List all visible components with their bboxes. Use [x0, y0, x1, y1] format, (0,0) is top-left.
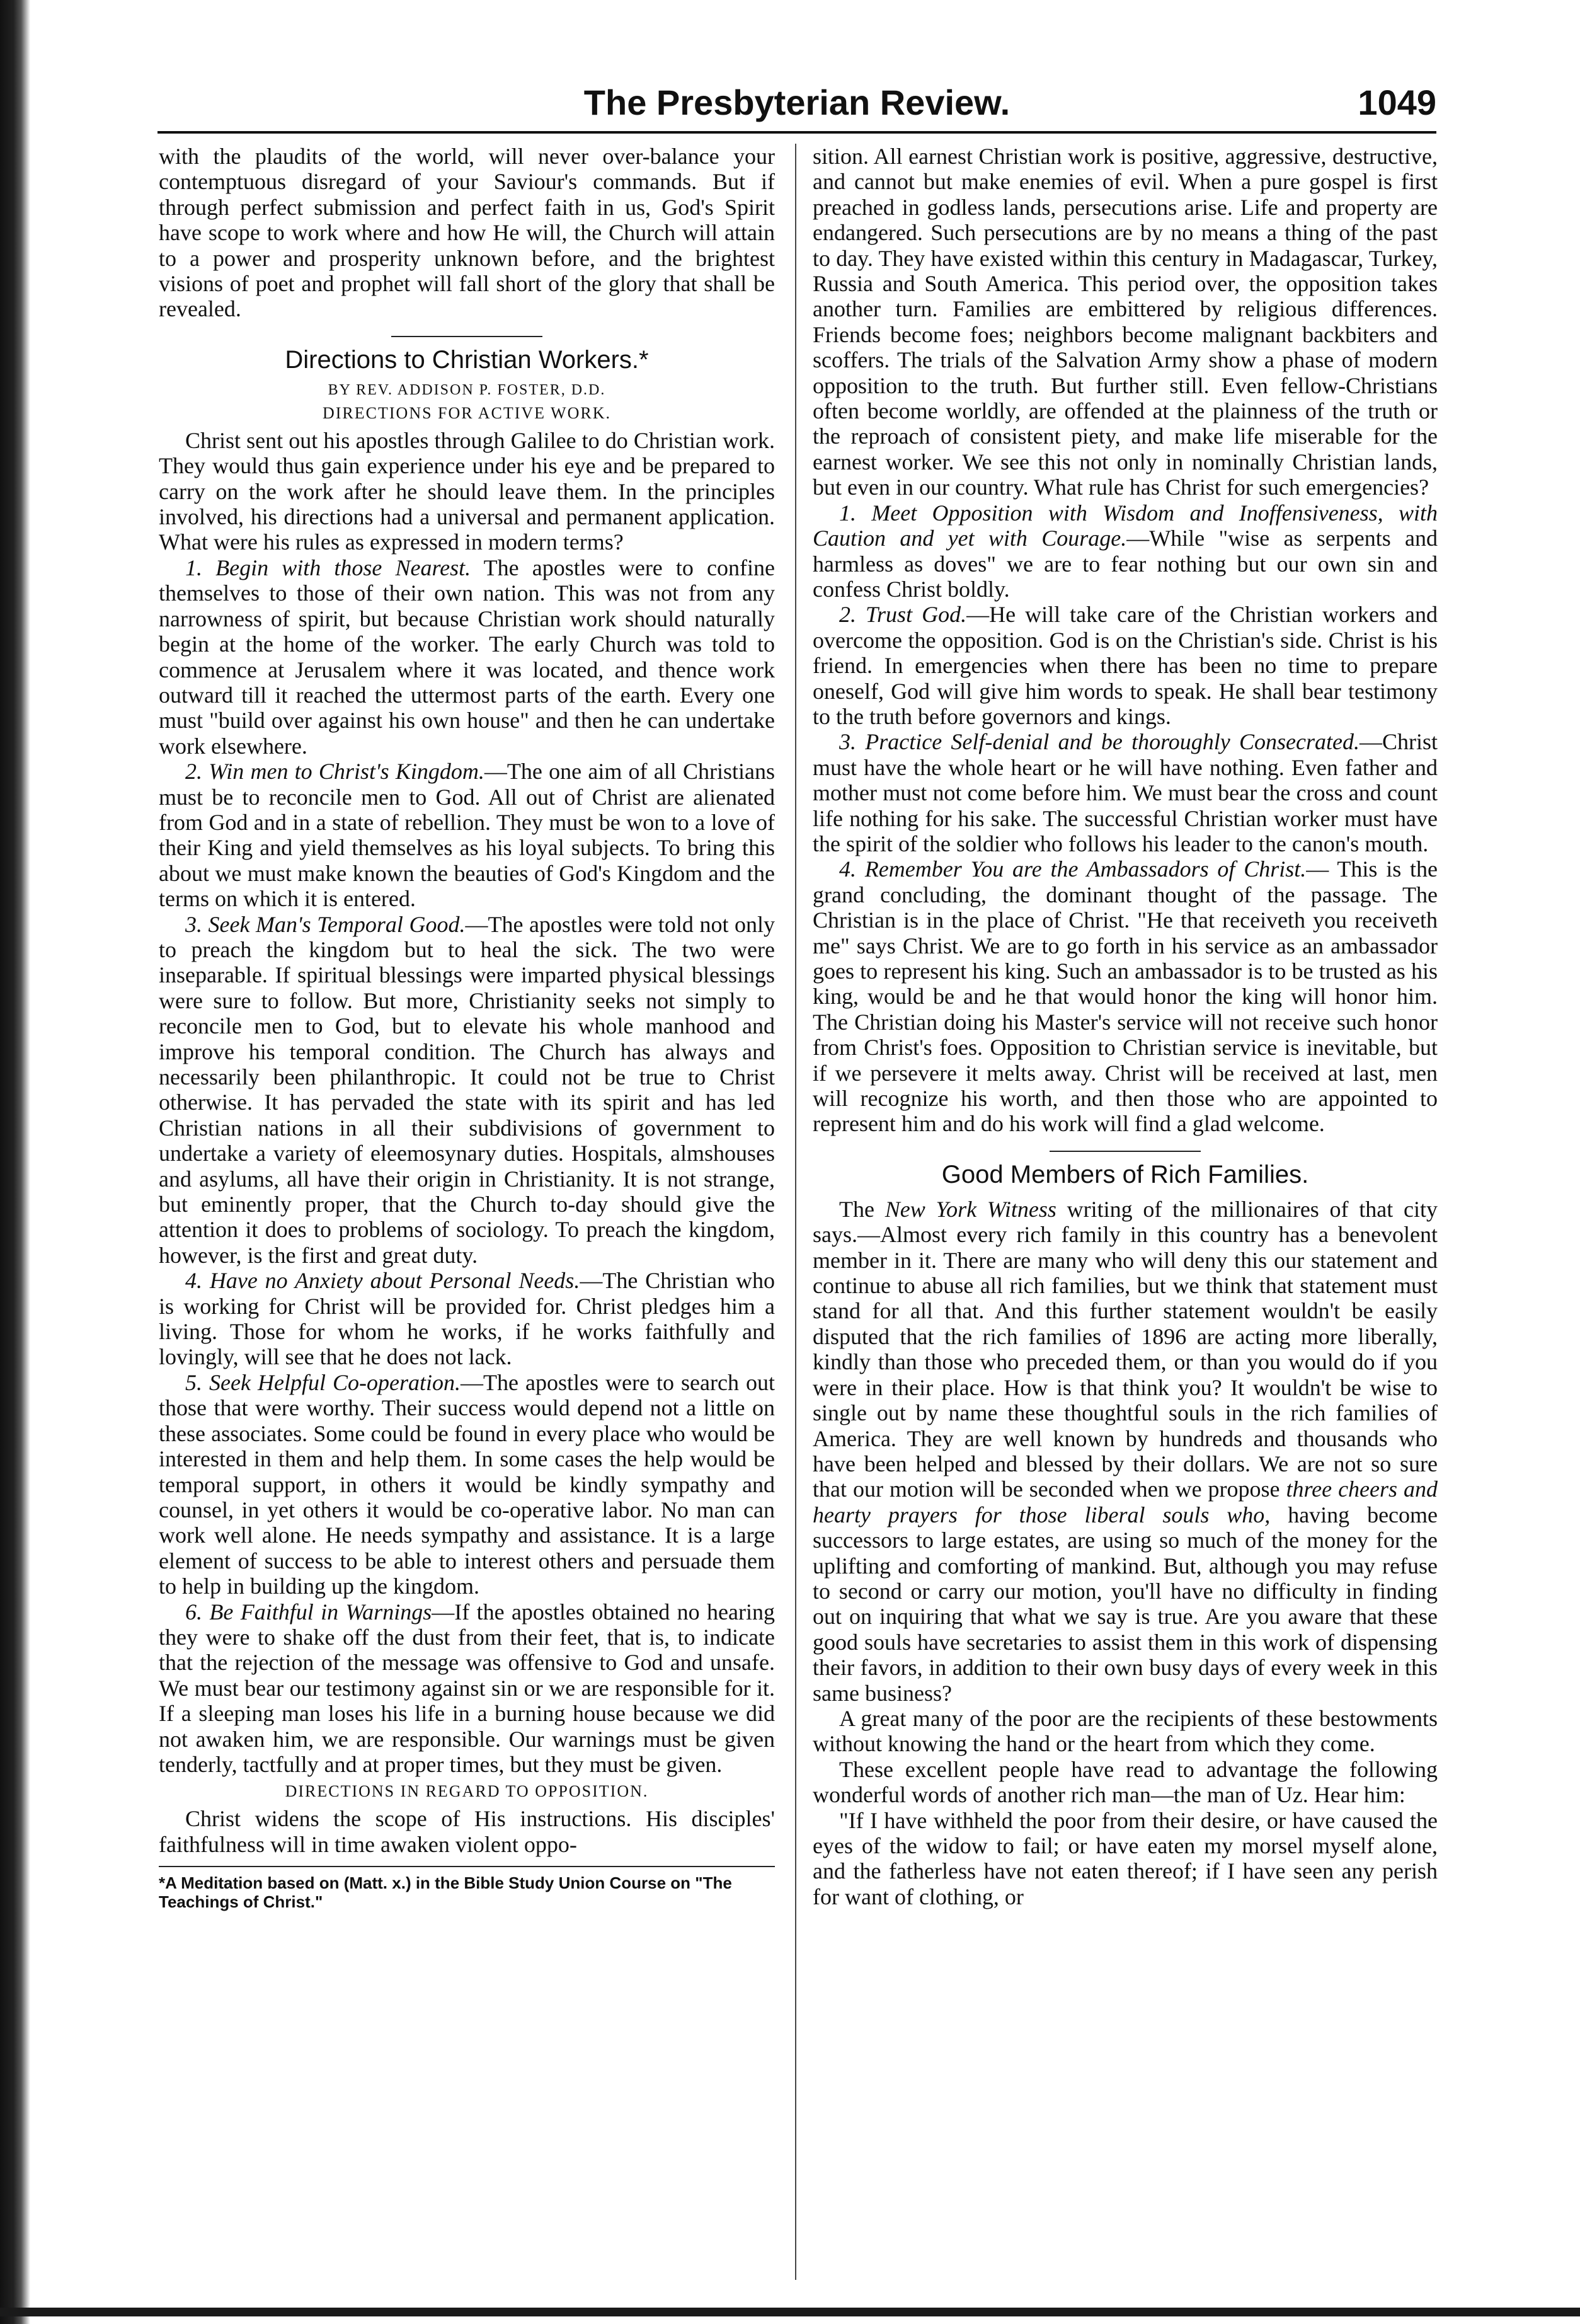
point-heading: 1. Begin with those Nearest. [185, 555, 471, 580]
footnote: *A Meditation based on (Matt. x.) in the Bible Study Union Course on "The Teachings of Christ." [159, 1873, 732, 1912]
numbered-paragraph [813, 729, 1438, 856]
section-divider [1050, 1151, 1201, 1152]
point-heading: 3. Seek Man's Temporal Good. [185, 911, 466, 937]
point-body: —The one aim of all Christians must be to reconcile men to God. All out of Christ are alienated from God and in a state of rebellion. They must be won to a love of their King and yield themselves as his loyal subjects. To bring this about we must make known the beauties of God's Kingdom and the terms on which it is entered. [159, 759, 775, 912]
paragraph: sition. All earnest Christian work is positive, aggressive, destructive, and cannot but make enemies of evil. When a pure gospel is first preached in godless lands, persecutions arise. Life and property are endangered. Such persecutions are by no means a thing of the past to day. They have existed within this century in Madagascar, Turkey, Russia and South America. This period over, the opposition takes another turn. Families are embittered by religious differences. Friends become foes; neighbors become malignant backbiters and scoffers. The trials of the Salvation Army show a phase of modern opposition to the truth. But further still. Even fellow-Christians often become worldly, are offended at the plainness of the truth or the reproach of consistent piety, and make life miserable for the earnest worker. We see this not only in nominally Christian lands, but even in our country. What rule has Christ for such emergencies? [813, 144, 1438, 500]
quotation: "If I have withheld the poor from their desire, or have caused the eyes of the widow to fail; or have eaten my morsel myself alone, and the fatherless have not eaten thereof; if I have seen any perish for want of clothing, or [813, 1807, 1438, 1909]
footnote-rule [159, 1866, 775, 1867]
header-rule [157, 131, 1436, 134]
journal-title: The Presbyterian Review. [583, 83, 1010, 122]
text-run: writing of the millionaires of that city says.—Almost every rich family in this country has a benevolent member in it. There are many who will deny this our statement and continue to abuse all rich families, but we think that statement must stand for all that. And this further statement wouldn't be easily disputed that the rich families of 1896 are acting more liberally, kindly than those who preceded them, or than you would do if you were in their place. How is that think you? It wouldn't be wise to single out by name these thoughtful souls in the rich families of America. They are well known by hundreds and thousands who have been helped and blessed by their dollars. We are not so sure that our motion will be seconded when we propose [813, 1196, 1438, 1502]
point-heading: 1. Meet Opposition with Wisdom and Inoffensiveness, with Caution and yet with Courage. [813, 500, 1438, 551]
article-title: Good Members of Rich Families. [941, 1160, 1309, 1188]
paragraph: A great many of the poor are the recipients of these bestowments without knowing the hand or the heart from which they come. [813, 1705, 1438, 1757]
paragraph: Christ sent out his apostles through Galilee to do Christian work. They would thus gain experience under his eye and be prepared to carry on the work after he should leave them. In the principles involved, his directions had a universal and permanent application. What were his rules as expressed in modern terms? [159, 427, 775, 555]
point-body: — This is the grand concluding, the dominant thought of the passage. The Christian is in the place of Christ. "He that receiveth you receiveth me" says Christ. We are to go forth in his service as an ambassador goes to represent his king. Such an ambassador is to be trusted as his king, would be and he that would honor the king will honor him. The Christian doing his Master's service will not receive such honor from Christ's foes. Opposition to Christian service is inevitable, but if we persevere it melts away. Christ will be received at last, men will recognize his worth, and then those who are appointed to represent him and do his work will find a glad welcome. [813, 856, 1438, 1137]
point-body: —While "wise as serpents and harmless as doves" we are to fear nothing but our own sin and confess Christ boldly. [813, 526, 1438, 602]
point-body: —The Christian who is working for Christ will be provided for. Christ pledges him a living. Those for whom he works, if he works faithfully and lovingly, will see that he does not lack. [159, 1268, 775, 1370]
point-body: —He will take care of the Christian workers and overcome the opposition. God is on the Christian's side. Christ is his friend. In emergencies when there has been no time to prepare oneself, God will give him words to speak. He shall bear testimony to the truth before governors and kings. [813, 602, 1438, 729]
point-body: —Christ must have the whole heart or he will have nothing. Even father and mother must not come before him. We must bear the cross and count life nothing for his sake. The successful Christian worker must have the spirit of the soldier who follows his leader to the canon's mouth. [813, 729, 1438, 856]
subheading: DIRECTIONS IN REGARD TO OPPOSITION. [285, 1782, 649, 1801]
numbered-paragraph [159, 759, 775, 911]
column-divider [795, 144, 796, 2280]
paragraph: with the plaudits of the world, will never over-balance your contemptuous disregard of your Saviour's commands. But if through perfect submission and perfect faith in us, God's Spirit have scope to work where and how He will, the Church will attain to a power and prosperity unknown before, and the brightest visions of poet and prophet will fall short of the glory that shall be revealed. [159, 144, 775, 322]
numbered-paragraph [159, 1599, 775, 1778]
point-heading: 6. Be Faithful in Warnings [185, 1599, 432, 1625]
scan-spine-shadow [0, 0, 30, 2324]
numbered-paragraph [159, 912, 775, 1268]
point-heading: 5. Seek Helpful Co-operation. [185, 1369, 461, 1395]
subheading: DIRECTIONS FOR ACTIVE WORK. [323, 403, 611, 422]
scan-bottom-edge [0, 2308, 1580, 2316]
article-title: Directions to Christian Workers.* [285, 345, 649, 374]
numbered-paragraph [813, 856, 1438, 1136]
point-heading: 4. Have no Anxiety about Personal Needs. [185, 1268, 580, 1294]
paragraph: These excellent people have read to advantage the following wonderful words of another rich man—the man of Uz. Hear him: [813, 1756, 1438, 1808]
publication-name: New York Witness [884, 1196, 1056, 1222]
point-heading: 3. Practice Self-denial and be thoroughly Consecrated. [839, 729, 1360, 755]
point-heading: 2. Win men to Christ's Kingdom. [185, 759, 484, 785]
page-number: 1049 [1358, 83, 1436, 122]
point-body: —If the apostles obtained no hearing they were to shake off the dust from their feet, that is, to indicate that the rejection of the message was offensive to God and unsafe. We must bear our testimony against sin or we are responsible for it. If a sleeping man loses his life in a burning house because we did not awaken him, we are responsible. Our warnings must be given tenderly, tactfully and at proper times, but they must be given. [159, 1599, 775, 1777]
paragraph: Christ widens the scope of His instructions. His disciples' faithfulness will in time awaken violent oppo- [159, 1806, 775, 1857]
numbered-paragraph [159, 555, 775, 759]
numbered-paragraph [159, 1268, 775, 1370]
section-divider [391, 336, 542, 337]
running-head [157, 77, 1436, 134]
point-body: —The apostles were told not only to preach the kingdom but to heal the sick. The two were inseparable. If spiritual blessings were imparted physical blessings were sure to follow. But more, Christianity seeks not simply to reconcile men to God, but to elevate his whole manhood and improve his temporal condition. The Church has always and necessarily been philanthropic. It could not be true to Christ otherwise. It has pervaded the state with its spirit and has led Christian nations in all their subdivisions of government to undertake a variety of eleemosynary duties. Hospitals, almshouses and asylums, all have their origin in Christianity. It is not strange, but eminently proper, that the Church to-day should give the attention it does to problems of sociology. To preach the kingdom, however, is the first and great duty. [159, 911, 775, 1268]
point-heading: 2. Trust God. [839, 602, 967, 628]
point-body: —The apostles were to search out those that were worthy. Their success would depend not a little on these associates. Some could be found in every place who would be interested in them and help them. In some cases the help would be temporal support, in others it would be kindly sympathy and counsel, in yet others it would be co-operative labor. No man can work well alone. He needs sympathy and assistance. It is a large element of success to be able to interest others and persuade them to help in building up the kingdom. [159, 1369, 775, 1599]
numbered-paragraph [813, 500, 1438, 602]
paragraph [813, 1197, 1438, 1706]
point-heading: 4. Remember You are the Ambassadors of Christ. [839, 856, 1307, 882]
numbered-paragraph [813, 602, 1438, 729]
article-byline: BY REV. ADDISON P. FOSTER, D.D. [328, 381, 606, 398]
point-body: The apostles were to confine themselves to those of their own nation. This was not from any narrowness of spirit, but because Christian work should naturally begin at the home of the worker. The early Church was told to commence at Jerusalem where it was located, and thence work outward till it reached the uttermost parts of the earth. Every one must "build over against his own house" and then he can undertake work elsewhere. [159, 555, 775, 759]
numbered-paragraph [159, 1370, 775, 1599]
left-column [159, 144, 775, 2286]
right-column [813, 144, 1438, 2286]
emphasis-run: three cheers and hearty prayers for those liberal souls who, [813, 1476, 1438, 1527]
text-run: having become successors to large estates, are using so much of the money for the uplifting and comforting of mankind. But, although you may refuse to second or carry our motion, you'll have no difficulty in finding out on inquiring that what we say is true. Are you aware that these good souls have secretaries to assist them in this work of dispensing their favors, in addition to their own busy days of every week in this same business? [813, 1502, 1438, 1706]
text-run: The [839, 1196, 885, 1222]
